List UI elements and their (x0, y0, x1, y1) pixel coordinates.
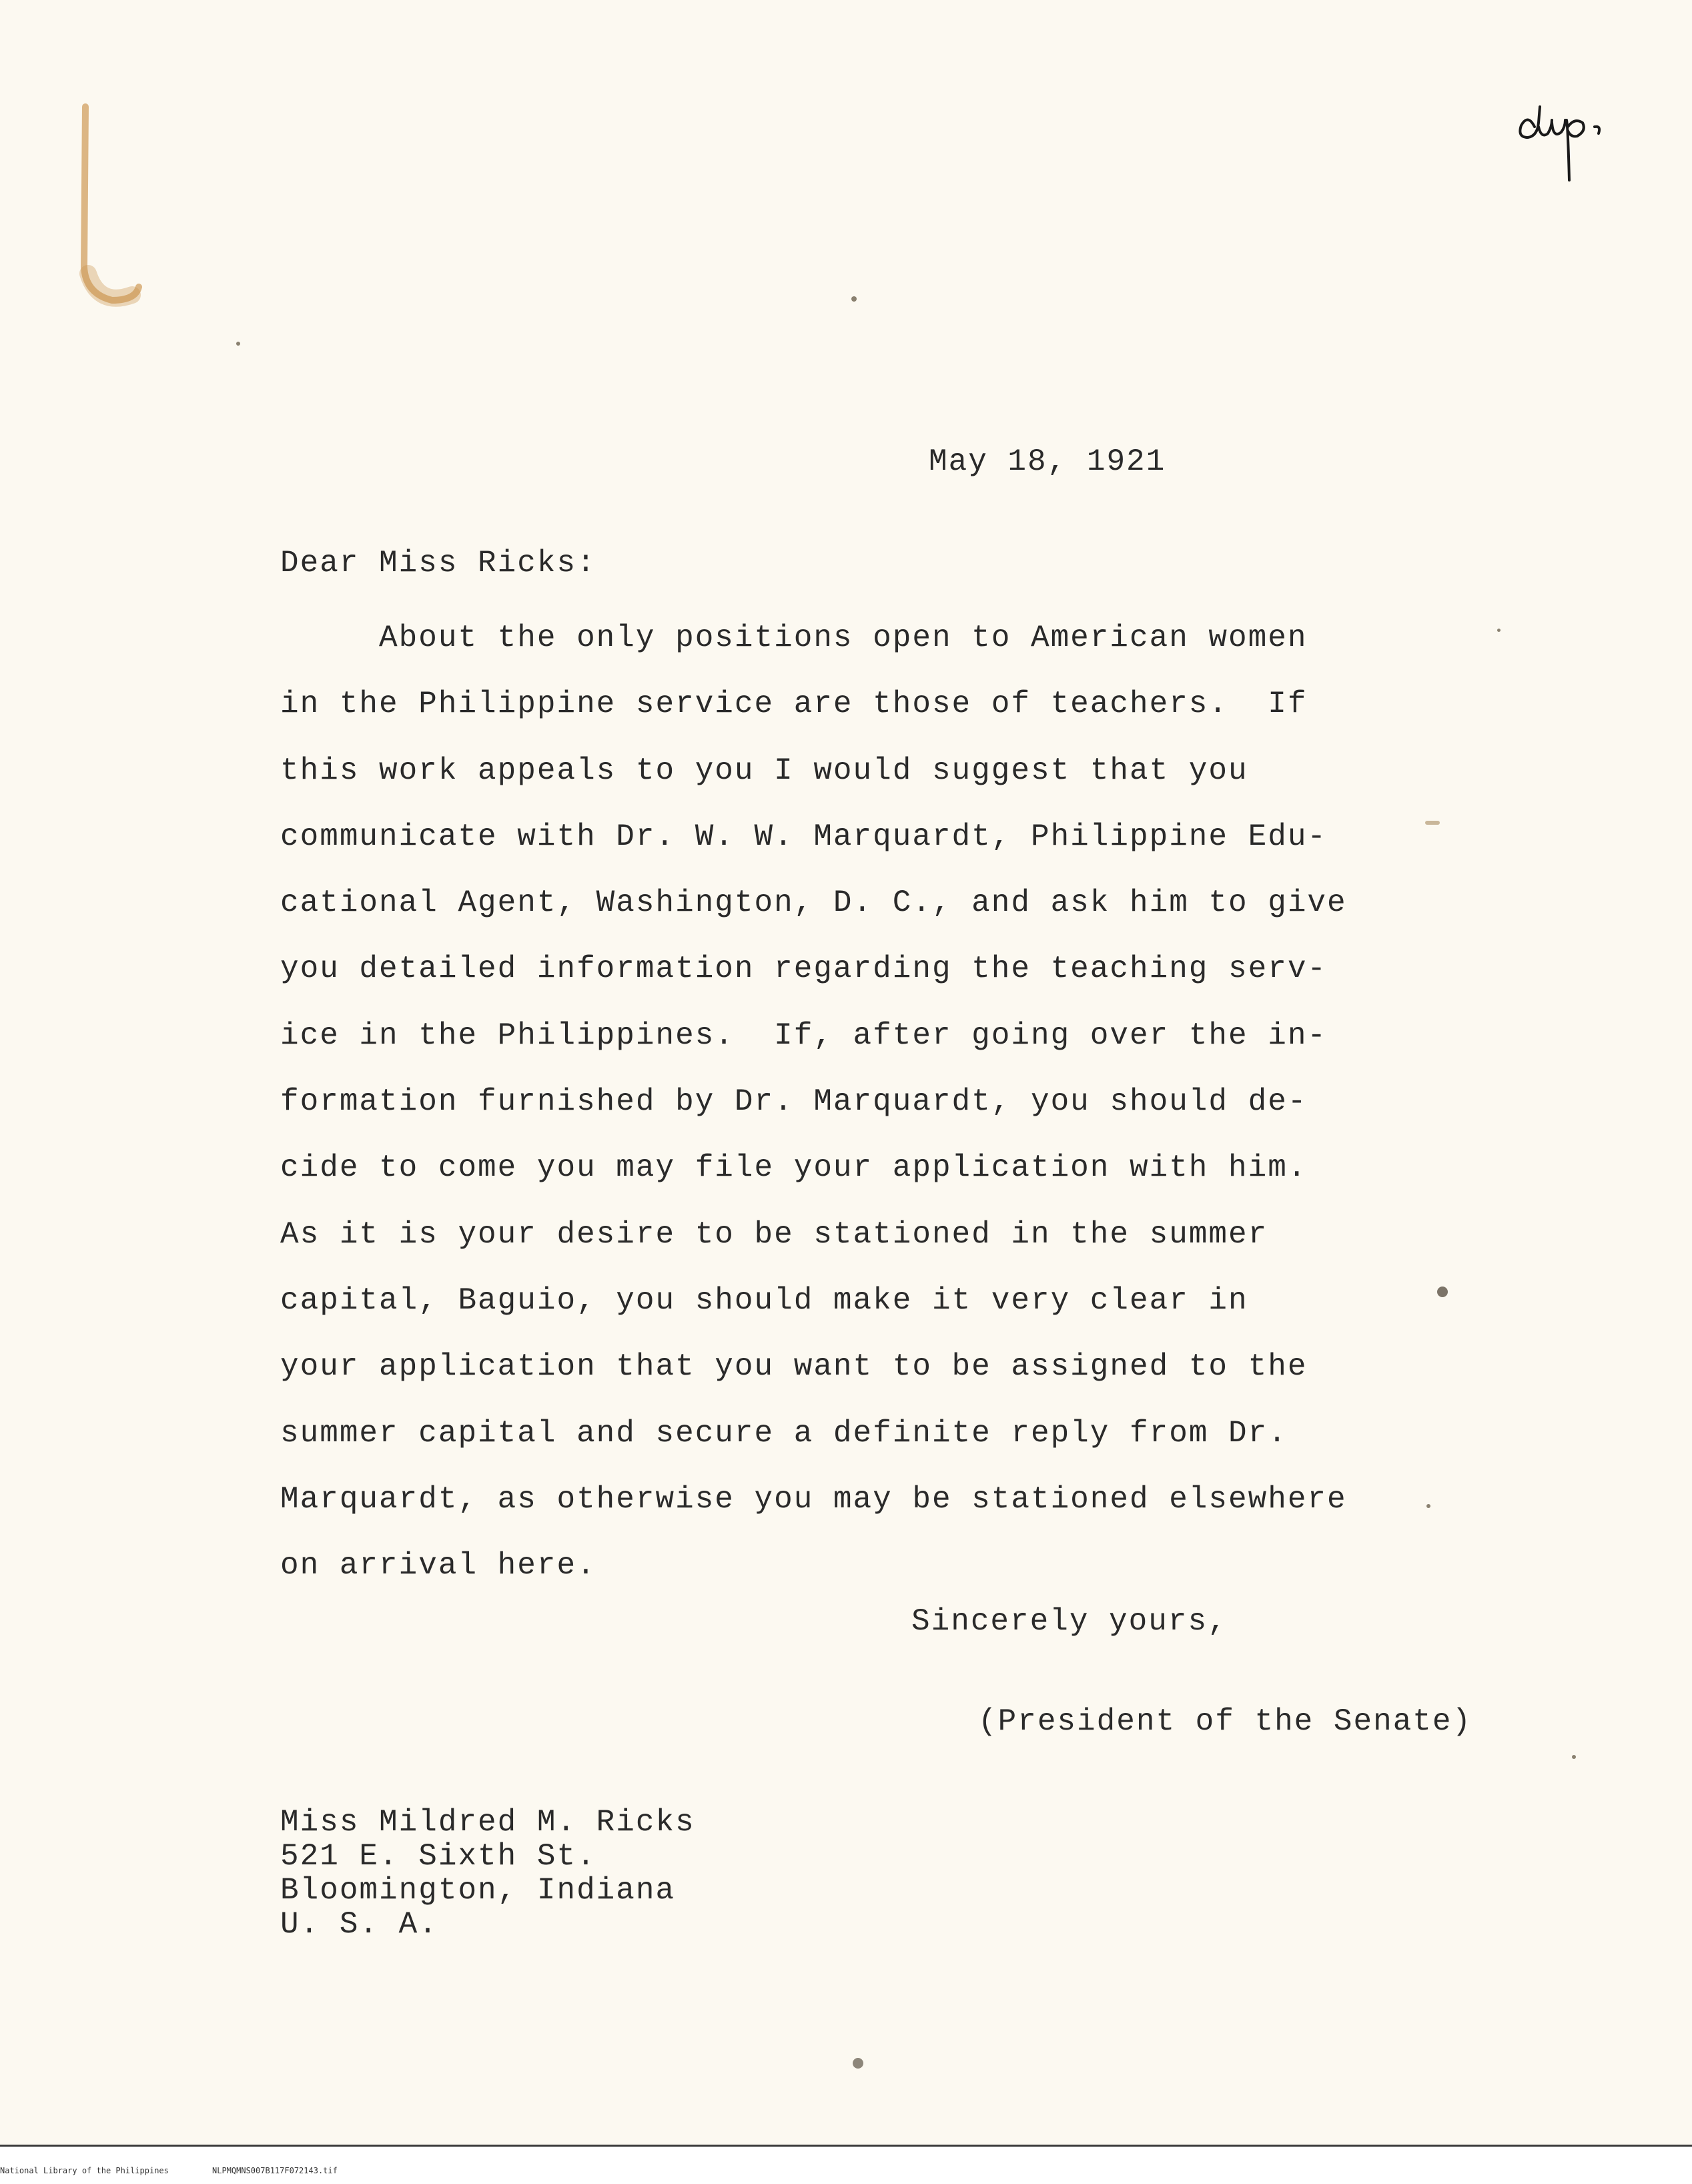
archive-credit: National Library of the Philippines (0, 2166, 169, 2175)
salutation: Dear Miss Ricks: (280, 546, 596, 581)
address-line: U. S. A. (280, 1907, 438, 1942)
complimentary-close: Sincerely yours, (911, 1604, 1228, 1639)
paper-speck (1426, 1504, 1430, 1508)
body-line: this work appeals to you I would suggest that you (280, 753, 1248, 788)
address-line: 521 E. Sixth St. (280, 1839, 596, 1874)
body-line: ice in the Philippines. If, after going over the in- (280, 1018, 1328, 1053)
body-line: cational Agent, Washington, D. C., and ask him to give (280, 885, 1347, 921)
handwritten-annotation (1508, 100, 1635, 194)
body-line: in the Philippine service are those of teachers. If (280, 687, 1308, 722)
rust-stain-mark (72, 100, 145, 320)
body-line: summer capital and secure a definite reply from Dr. (280, 1415, 1288, 1451)
body-line: capital, Baguio, you should make it very clear in (280, 1283, 1248, 1318)
recipient-address (280, 1806, 695, 1942)
body-line: on arrival here. (280, 1548, 596, 1583)
paper-speck (1572, 1755, 1576, 1759)
body-line: communicate with Dr. W. W. Marquardt, Philippine Edu- (280, 819, 1328, 854)
paper-speck (853, 2058, 863, 2069)
paper-speck (851, 296, 857, 302)
letter-body (280, 605, 1454, 1599)
body-line: formation furnished by Dr. Marquardt, you should de- (280, 1084, 1308, 1120)
paper-speck (1437, 1287, 1448, 1297)
body-line: Marquardt, as otherwise you may be stationed elsewhere (280, 1481, 1347, 1517)
paper-speck (1497, 629, 1501, 632)
body-line: your application that you want to be assigned to the (280, 1349, 1308, 1385)
letter-date: May 18, 1921 (929, 444, 1166, 479)
body-line: About the only positions open to American women (280, 621, 1308, 655)
body-line: you detailed information regarding the teaching serv- (280, 952, 1328, 987)
scan-footer-strip (0, 2145, 1692, 2184)
paper-speck (236, 342, 240, 346)
address-line: Miss Mildred M. Ricks (280, 1805, 695, 1840)
address-line: Bloomington, Indiana (280, 1873, 676, 1908)
file-identifier: NLPMQMNS007B117F072143.tif (212, 2166, 338, 2175)
body-line: As it is your desire to be stationed in the summer (280, 1216, 1268, 1252)
signature-title: (President of the Senate) (978, 1704, 1472, 1739)
paper-speck (1425, 821, 1440, 825)
body-line: cide to come you may file your application with him. (280, 1150, 1308, 1186)
